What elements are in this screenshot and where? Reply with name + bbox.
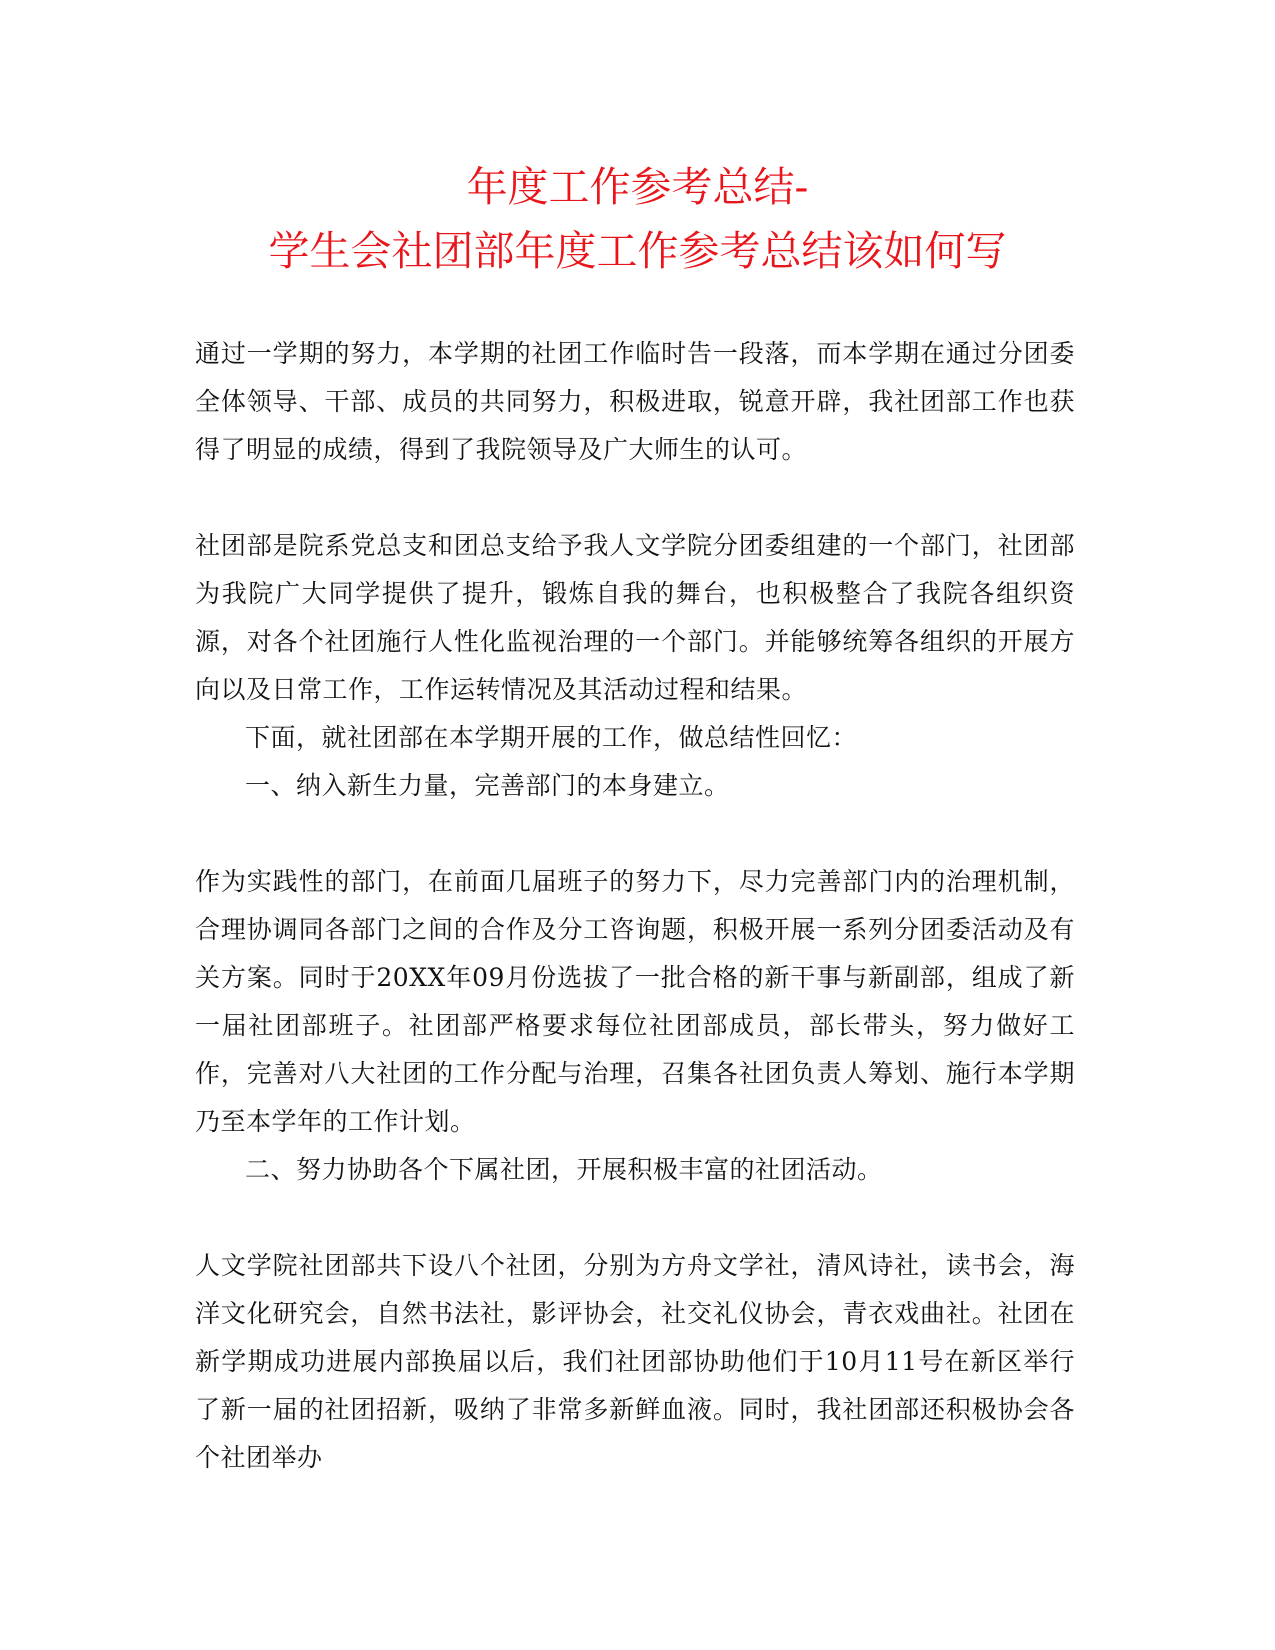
paragraph-section-1: 作为实践性的部门，在前面几届班子的努力下，尽力完善部门内的治理机制，合理协调同各部门之间的合作及分工咨询题，积极开展一系列分团委活动及有关方案。同时于20XX年09月份选拔了一批合格的新干事与新副部，组成了新一届社团部班子。社团部严格要求每位社团部成员，部长带头，努力做好工作，完善对八大社团的工作分配与治理，召集各社团负责人筹划、施行本学期乃至本学年的工作计划。 <box>195 867 1075 1136</box>
section-heading-1: 一、纳入新生力量，完善部门的本身建立。 <box>245 771 730 800</box>
paragraph-review-lead: 下面，就社团部在本学期开展的工作，做总结性回忆： <box>245 723 858 752</box>
document-title-line2: 学生会社团部年度工作参考总结该如何写 <box>268 227 1007 275</box>
section-heading-2: 二、努力协助各个下属社团，开展积极丰富的社团活动。 <box>245 1155 883 1184</box>
document-title-line1: 年度工作参考总结- <box>466 163 809 211</box>
paragraph-section-2: 人文学院社团部共下设八个社团，分别为方舟文学社，清风诗社，读书会，海洋文化研究会，自然书法社，影评协会，社交礼仪协会，青衣戏曲社。社团在新学期成功进展内部换届以后，我们社团部协助他们于10月11号在新区举行了新一届的社团招新，吸纳了非常多新鲜血液。同时，我社团部还积极协会各个社团举办 <box>195 1251 1075 1472</box>
paragraph-intro: 通过一学期的努力，本学期的社团工作临时告一段落，而本学期在通过分团委全体领导、干部、成员的共同努力，积极进取，锐意开辟，我社团部工作也获得了明显的成绩，得到了我院领导及广大师生的认可。 <box>195 339 1075 464</box>
paragraph-department: 社团部是院系党总支和团总支给予我人文学院分团委组建的一个部门，社团部为我院广大同学提供了提升，锻炼自我的舞台，也积极整合了我院各组织资源，对各个社团施行人性化监视治理的一个部门。并能够统筹各组织的开展方向以及日常工作，工作运转情况及其活动过程和结果。 <box>195 531 1075 704</box>
document-body <box>195 330 1075 1482</box>
